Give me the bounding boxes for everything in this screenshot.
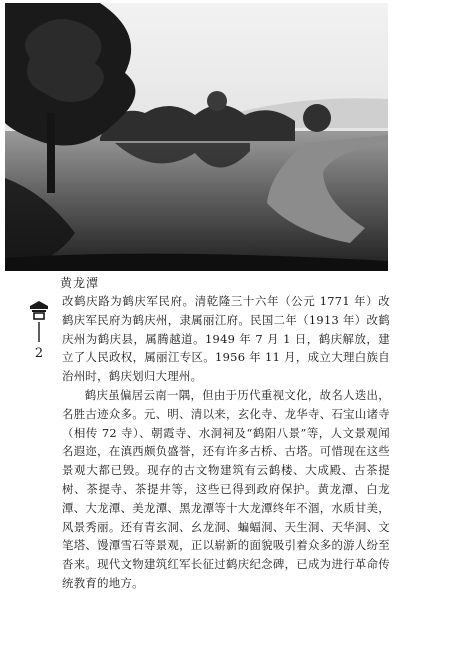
- paragraph-1: 改鹤庆路为鹤庆军民府。清乾隆三十六年（公元 1771 年）改鹤庆军民府为鹤庆州，隶属丽江府。民国二年（1913 年）改鹤庆州为鹤庆县，属腾越道。1949 年 7 月 1 日，鹤庆解放，建立了人民政权，属丽江专区。1956 年 11 月，成立大理白族自治州时，鹤庆划归大理州。: [62, 294, 390, 384]
- page-ornament-icon: [28, 300, 50, 346]
- lake-photo-graphic: [5, 3, 388, 271]
- paragraph-2: 鹤庆虽偏居云南一隅，但由于历代重视文化，故名人迭出，名胜古迹众多。元、明、清以来，玄化寺、龙华寺、石宝山诸寺（相传 72 寺）、朝霞寺、水洞祠及“鹤阳八景”等，人文景观闻名遐迩，在滇西颇负盛誉，还有许多古桥、古塔。可惜现在这些景观大都已毁。现存的古文物建筑有云鹤楼、大成殿、古茶提树、茶提寺、茶提井等，这些已得到政府保护。黄龙潭、白龙潭、大龙潭、美龙潭、黑龙潭等十大龙潭终年不涸，水质甘美，风景秀丽。还有青玄洞、幺龙洞、蝙蝠洞、天生洞、天华洞、文笔塔、馒潭雪石等景观，正以崭新的面貌吸引着众多的游人纷至沓来。现代文物建筑红军长征过鹤庆纪念碑，已成为进行革命传统教育的地方。: [62, 387, 390, 590]
- body-text: [62, 292, 390, 593]
- page-number: 2: [34, 346, 44, 361]
- lake-photo: [5, 3, 388, 271]
- photo-caption: 黄龙潭: [60, 276, 100, 290]
